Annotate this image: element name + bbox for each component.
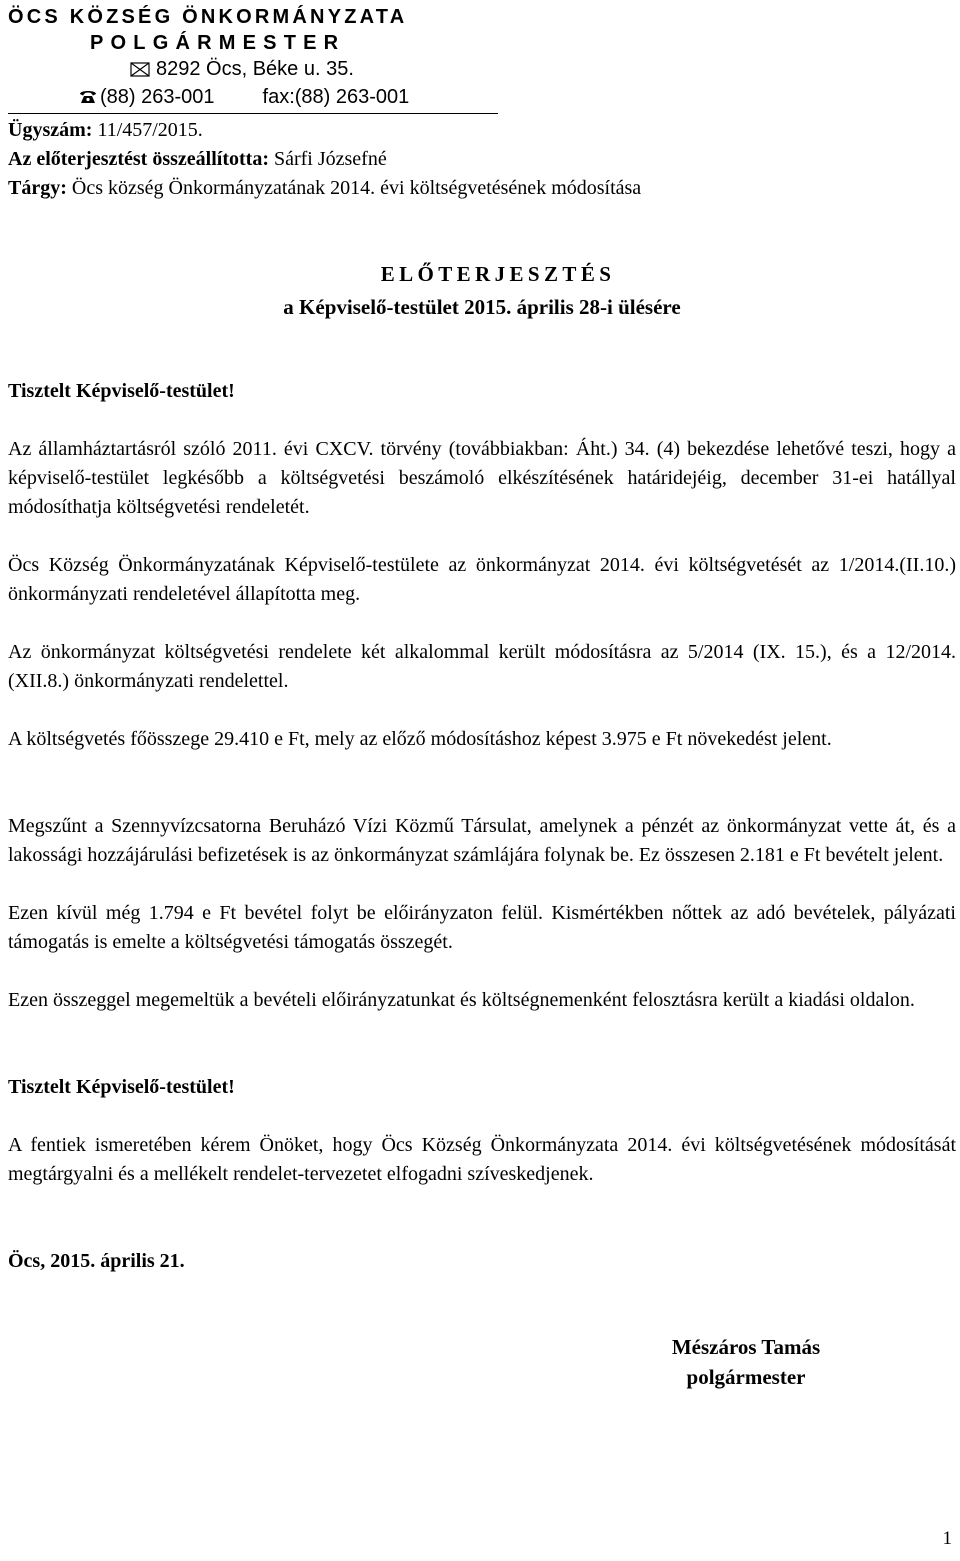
- phone-text: (88) 263-001: [100, 86, 215, 108]
- subject-label: Tárgy:: [8, 177, 67, 199]
- telephone-icon: [78, 86, 98, 112]
- paragraph-request: A fentiek ismeretében kérem Önöket, hogy Öcs Község Önkormányzata 2014. évi költségvetésének módosítását megtárgyalni és a mellékelt rendelet-tervezetet elfogadni szíveskedjenek.: [8, 1134, 956, 1185]
- address-text: 8292 Öcs, Béke u. 35.: [156, 58, 354, 80]
- salutation-second: Tisztelt Képviselő-testület!: [8, 1076, 235, 1098]
- paragraph-budget-decree: Öcs Község Önkormányzatának Képviselő-testülete az önkormányzat 2014. évi költségvetését az 1/2014.(II.10.) önkormányzati rendeletével állapította meg.: [8, 554, 956, 605]
- org-name: ÖCS KÖZSÉG ÖNKORMÁNYZATA: [8, 6, 408, 28]
- page-number: 1: [942, 1528, 952, 1549]
- case-number-row: [8, 116, 956, 145]
- paragraph-allocation: Ezen összeggel megemeltük a bevételi előirányzatunkat és költségnemenként felosztásra került a kiadási oldalon.: [8, 989, 915, 1011]
- contact-line: [8, 84, 498, 114]
- paragraph-amendments: Az önkormányzat költségvetési rendelete két alkalommal került módosításra az 5/2014 (IX. 15.), és a 12/2014. (XII.8.) önkormányzati rendelettel.: [8, 641, 956, 692]
- title-main: ELŐTERJESZTÉS: [380, 262, 616, 286]
- subject-value: Öcs község Önkormányzatának 2014. évi költségvetésének módosítása: [71, 177, 642, 199]
- office-name: POLGÁRMESTER: [90, 32, 346, 54]
- signatory-role: polgármester: [686, 1365, 806, 1389]
- subject-row: [8, 174, 956, 203]
- signatory-name: Mészáros Tamás: [671, 1335, 821, 1359]
- address-line: [8, 56, 498, 84]
- title-sub: a Képviselő-testület 2015. április 28-i ülésére: [283, 295, 681, 319]
- author-label: Az előterjesztést összeállította:: [8, 148, 269, 170]
- letterhead: [8, 4, 498, 114]
- paragraph-aht: Az államháztartásról szóló 2011. évi CXCV. törvény (továbbiakban: Áht.) 34. (4) bekezdése lehetővé teszi, hogy a képviselő-testület legkésőbb a költségvetési beszámoló elkészítésének határidejéig, december 31-ei hatállyal módosíthatja költségvetési rendeletét.: [8, 438, 956, 518]
- paragraph-total: A költségvetés főösszege 29.410 e Ft, mely az előző módosításhoz képest 3.975 e Ft növekedést jelent.: [8, 728, 832, 750]
- document-meta: [8, 116, 956, 203]
- envelope-icon: [130, 58, 150, 84]
- paragraph-extra-income: Ezen kívül még 1.794 e Ft bevétel folyt be előirányzaton felül. Kismértékben nőttek az adó bevételek, pályázati támogatás is emelte a költségvetési támogatás összegét.: [8, 902, 956, 953]
- author-value: Sárfi Józsefné: [273, 148, 387, 170]
- author-row: [8, 145, 956, 174]
- signature-block: [640, 1332, 852, 1392]
- case-number-label: Ügyszám:: [8, 119, 93, 141]
- salutation: Tisztelt Képviselő-testület!: [8, 380, 235, 402]
- case-number-value: 11/457/2015.: [97, 119, 203, 141]
- paragraph-water-company: Megszűnt a Szennyvízcsatorna Beruházó Vízi Közmű Társulat, amelynek a pénzét az önkormányzat vette át, és a lakossági hozzájárulási befizetések is az önkormányzat számlájára folynak be. Ez összesen 2.181 e Ft bevételt jelent.: [8, 815, 956, 866]
- document-title: [0, 258, 960, 324]
- fax-text: fax:(88) 263-001: [262, 86, 410, 108]
- date-line: Öcs, 2015. április 21.: [8, 1250, 185, 1272]
